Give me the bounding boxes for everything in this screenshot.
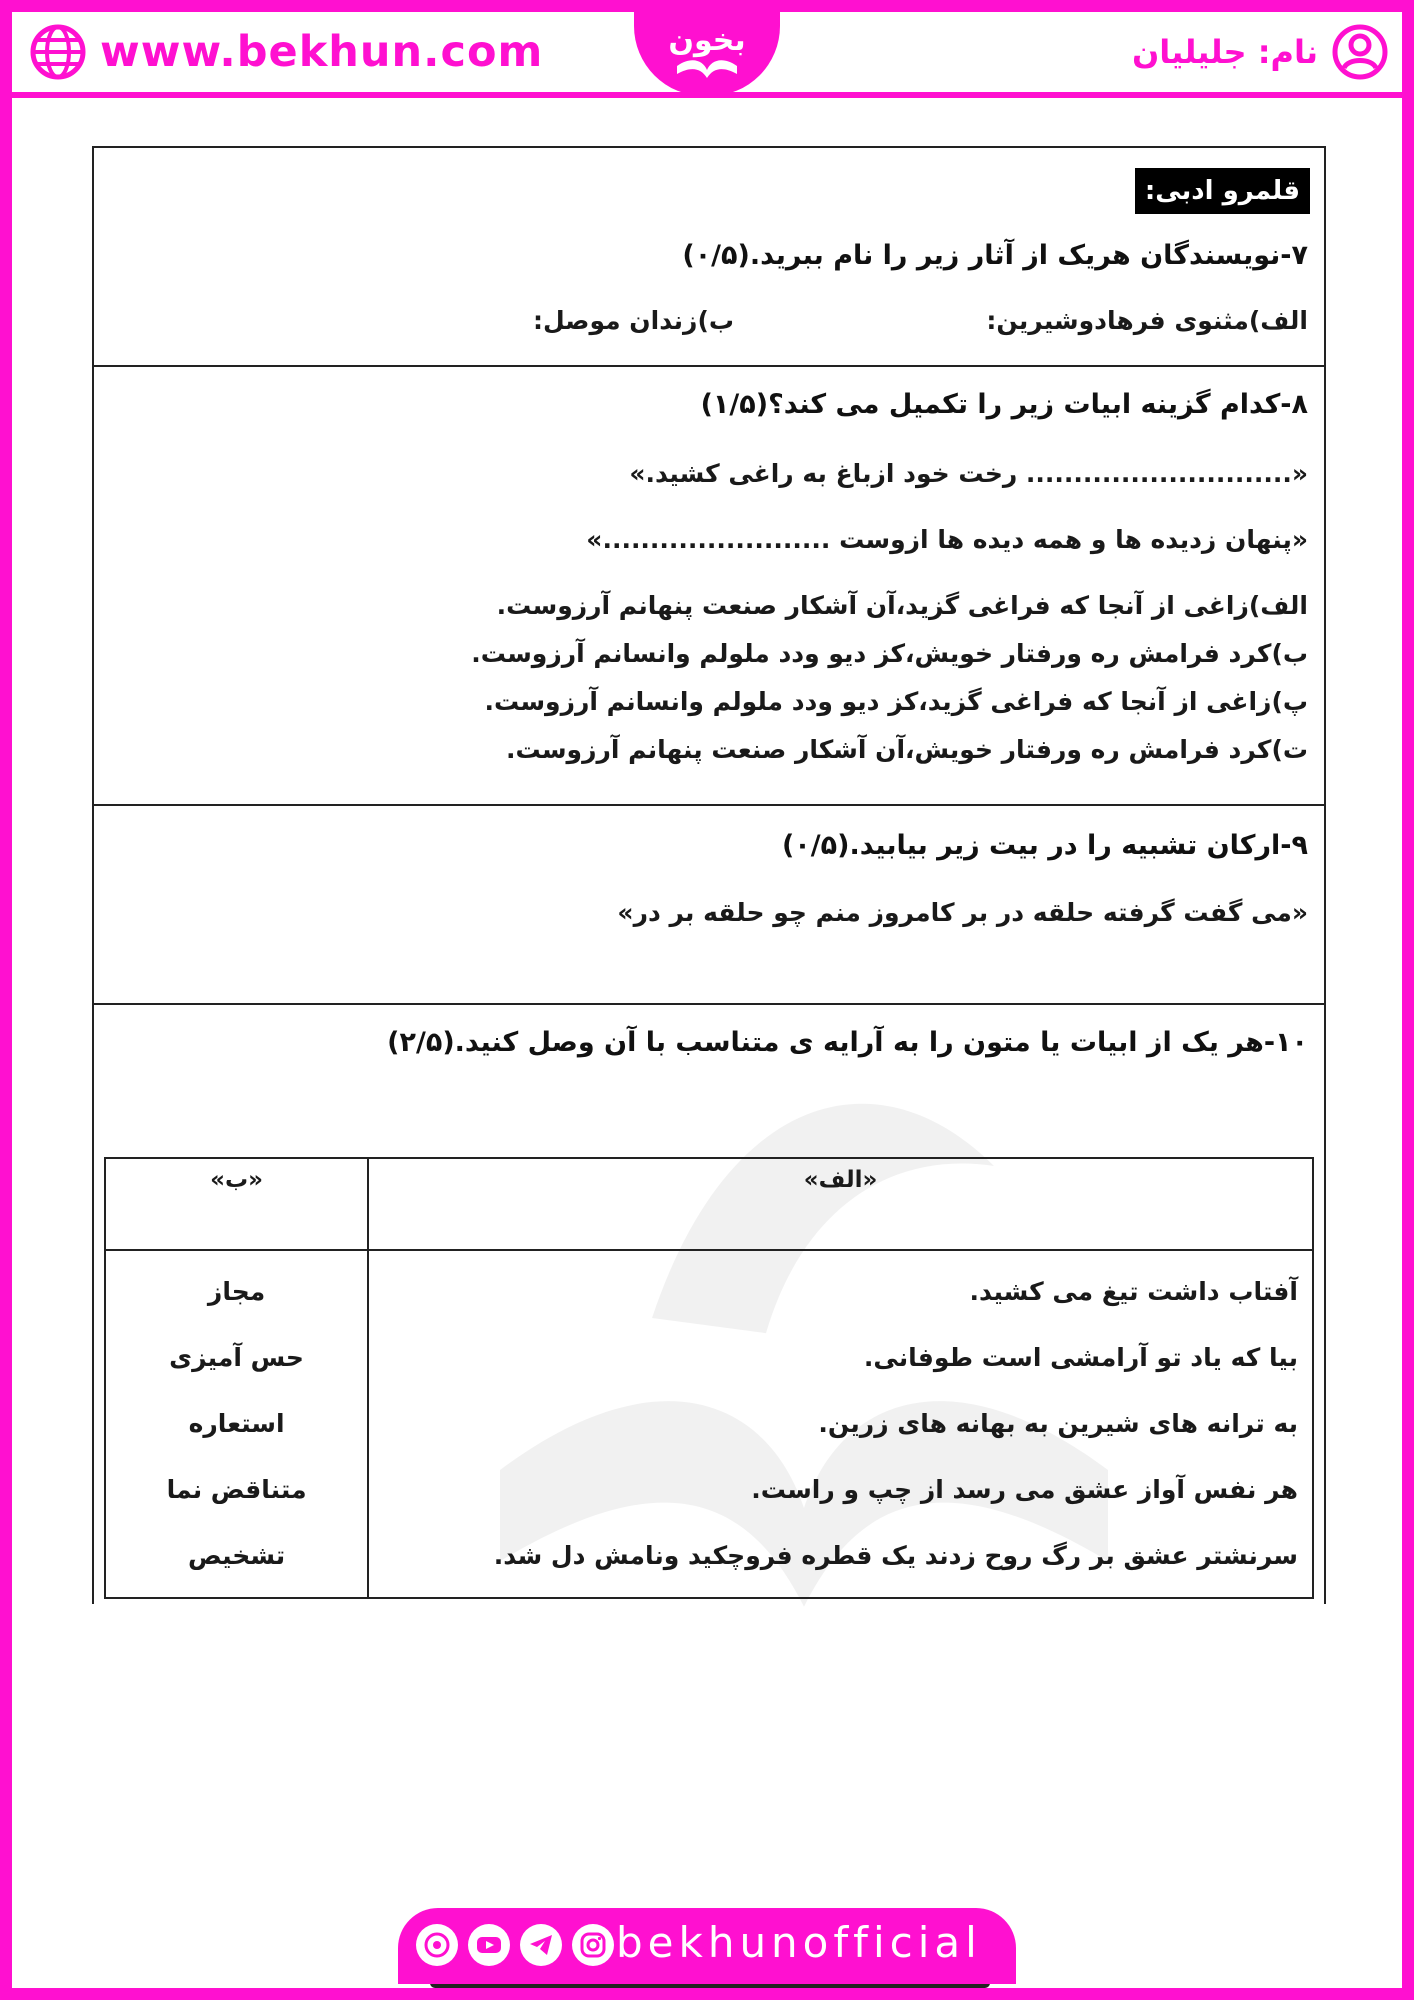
- col-a-header: «الف»: [368, 1158, 1313, 1250]
- q7-item-b: ب)زندان موصل:: [532, 306, 734, 335]
- exam-content: [92, 146, 1326, 1604]
- q8-verse-1: «............................ رخت خود ازباغ به راغی کشید.»: [629, 459, 1308, 488]
- q7-question: ۷-نویسندگان هریک از آثار زیر را نام ببرید.(۰/۵): [682, 240, 1308, 271]
- user-icon: [1332, 24, 1388, 80]
- q8-question: ۸-کدام گزینه ابیات زیر را تکمیل می کند؟(۱/۵): [700, 389, 1308, 420]
- telegram-icon[interactable]: [520, 1924, 562, 1966]
- book-logo-icon: [657, 4, 757, 92]
- col-b-items: [105, 1250, 368, 1598]
- col-a-item: هر نفس آواز عشق می رسد از چپ و راست.: [751, 1475, 1298, 1504]
- instagram-icon[interactable]: [572, 1924, 614, 1966]
- section-q8: [94, 367, 1324, 806]
- section-q7: [94, 148, 1324, 367]
- col-a-item: به ترانه های شیرین به بهانه های زرین.: [818, 1409, 1298, 1438]
- student-name-box: [1132, 24, 1388, 80]
- globe-icon: [30, 24, 86, 80]
- q7-item-a: الف)مثنوی فرهادوشیرین:: [986, 306, 1308, 335]
- col-b-item: متناقض نما: [166, 1475, 307, 1504]
- section-title-badge: قلمرو ادبی:: [1135, 168, 1310, 214]
- q9-question: ۹-ارکان تشبیه را در بیت زیر بیابید.(۰/۵): [781, 830, 1308, 861]
- q8-option-t: ت)کرد فرامش ره ورفتار خویش،آن آشکار صنعت پنهانم آرزوست.: [506, 735, 1308, 764]
- col-b-item: استعاره: [188, 1409, 285, 1438]
- logo-text: بخون: [668, 23, 746, 58]
- q8-verse-2: «پنهان زدیده ها و همه دیده ها ازوست ........................»: [586, 525, 1308, 554]
- matching-table: [104, 1157, 1314, 1599]
- social-icons: [416, 1924, 614, 1966]
- podcast-icon[interactable]: [416, 1924, 458, 1966]
- col-b-item: حس آمیزی: [169, 1343, 304, 1372]
- footer-social-bar: [398, 1908, 1016, 1984]
- col-b-header: «ب»: [105, 1158, 368, 1250]
- youtube-icon[interactable]: [468, 1924, 510, 1966]
- q8-option-b: ب)کرد فرامش ره ورفتار خویش،کز دیو ودد ملولم وانسانم آرزوست.: [471, 639, 1308, 668]
- col-a-item: آفتاب داشت تیغ می کشید.: [969, 1277, 1298, 1306]
- website-link[interactable]: [30, 24, 543, 80]
- section-q9: [94, 806, 1324, 1005]
- col-b-item: مجاز: [207, 1277, 266, 1306]
- col-b-item: تشخیص: [187, 1541, 286, 1570]
- col-a-item: بیا که یاد تو آرامشی است طوفانی.: [863, 1343, 1298, 1372]
- q10-question: ۱۰-هر یک از ابیات یا متون را به آرایه ی متناسب با آن وصل کنید.(۲/۵): [387, 1027, 1308, 1058]
- q8-option-a: الف)زاغی از آنجا که فراغی گزید،آن آشکار صنعت پنهانم آرزوست.: [496, 591, 1308, 620]
- table-header-row: [105, 1158, 1313, 1250]
- student-name: نام: جلیلیان: [1131, 33, 1318, 71]
- q9-verse: «می گفت گرفته حلقه در بر کامروز منم چو حلقه بر در»: [617, 898, 1308, 927]
- section-q10: [94, 1005, 1324, 1602]
- col-a-items: [368, 1250, 1313, 1598]
- col-a-item: سرنشتر عشق بر رگ روح زدند یک قطره فروچکید ونامش دل شد.: [493, 1541, 1298, 1570]
- q8-option-p: پ)زاغی از آنجا که فراغی گزید،کز دیو ودد ملولم وانسانم آرزوست.: [484, 687, 1308, 716]
- footer-handle[interactable]: bekhunofficial: [616, 1918, 982, 1967]
- table-body-row: [105, 1250, 1313, 1598]
- website-text[interactable]: www.bekhun.com: [100, 27, 544, 77]
